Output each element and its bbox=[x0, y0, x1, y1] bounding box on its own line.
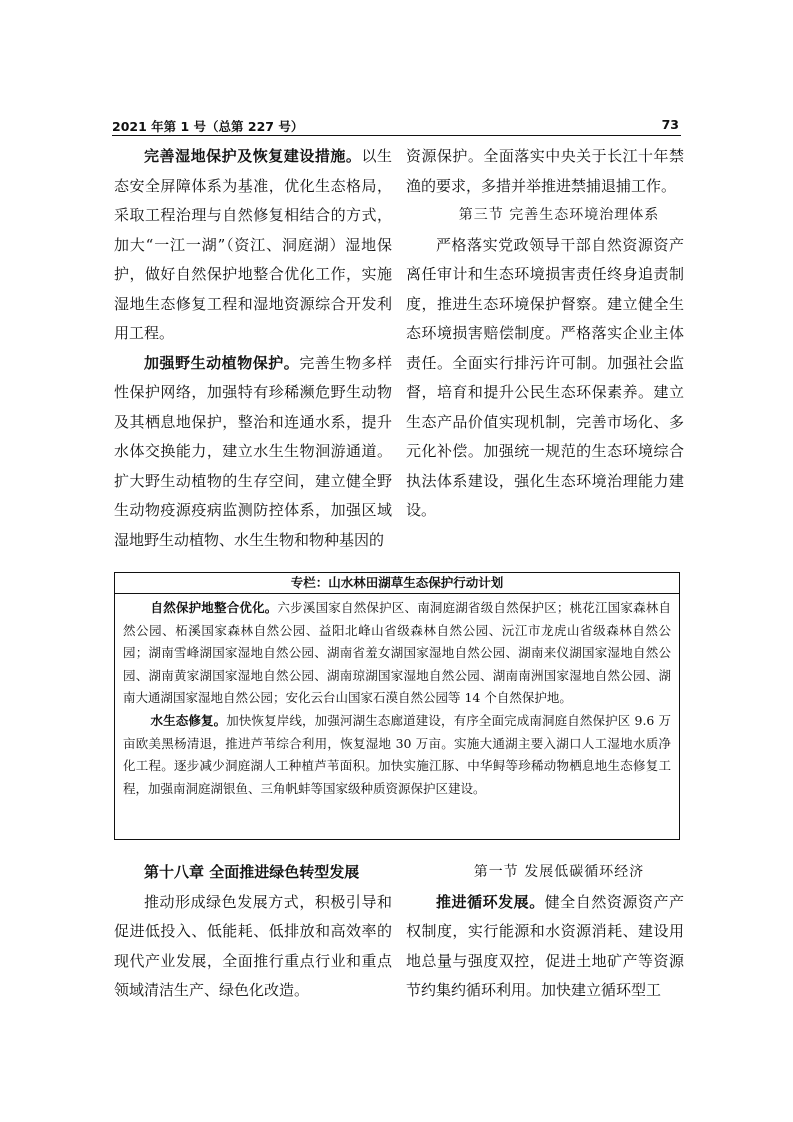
right-column-top bbox=[406, 142, 684, 526]
paragraph-text: 健全自然资源资产产权制度，实行能源和水资源消耗、建设用地总量与强度双控，促进土地矿产等资源节约集约循环利用。加快建立循环型工 bbox=[406, 892, 684, 999]
paragraph-title: 完善湿地保护及恢复建设措施。 bbox=[144, 147, 362, 165]
paragraph-text: 完善生物多样性保护网络，加强特有珍稀濒危野生动物及其栖息地保护，整治和连通水系，提升水体交换能力，建立水生生物洄游通道。扩大野生动植物的生存空间，建立健全野生动物疫源疫病监测防控体系，加强区域湿地野生动植物、水生生物和物种基因的 bbox=[114, 353, 392, 549]
page-number: 73 bbox=[661, 117, 679, 132]
right-column-bottom bbox=[406, 858, 684, 1006]
paragraph-wildlife bbox=[114, 349, 392, 556]
box-paragraph-text: 六步溪国家自然保护区、南洞庭湖省级自然保护区；桃花江国家森林自然公园、柘溪国家森林自然公园、益阳北峰山省级森林自然公园、沅江市龙虎山省级森林自然公园；湖南雪峰湖国家湿地自然公园、湖南省羞女湖国家湿地自然公园、湖南来仪湖国家湿地自然公园、湖南黄家湖国家湿地自然公园、湖南琼湖国家湿地自然公园、湖南南洲国家湿地自然公园、湖南大通湖国家湿地自然公园；安化云台山国家石漠自然公园等 14 个自然保护地。 bbox=[123, 600, 671, 706]
paragraph-governance: 严格落实党政领导干部自然资源资产离任审计和生态环境损害责任终身追责制度，推进生态环境保护督察。建立健全生态环境损害赔偿制度。严格落实企业主体责任。全面实行排污许可制。加强社会监督，培育和提升公民生态环保素养。建立生态产品价值实现机制，完善市场化、多元化补偿。加强统一规范的生态环境综合执法体系建设，强化生态环境治理能力建设。 bbox=[406, 235, 684, 519]
paragraph-title: 推进循环发展。 bbox=[436, 892, 545, 911]
section-heading: 第三节 完善生态环境治理体系 bbox=[458, 207, 660, 223]
box-title: 专栏：山水林田湖草生态保护行动计划 bbox=[115, 573, 679, 594]
page-header bbox=[112, 117, 681, 136]
journal-issue: 2021 年第 1 号（总第 227 号） bbox=[112, 119, 304, 134]
paragraph-title: 加强野生动植物保护。 bbox=[144, 353, 300, 372]
left-column-top bbox=[114, 142, 392, 555]
left-column-bottom bbox=[114, 858, 392, 1006]
box-paragraph-protected-areas bbox=[123, 597, 671, 710]
paragraph-continued: 资源保护。全面落实中央关于长江十年禁渔的要求，多措并举推进禁捕退捕工作。 bbox=[406, 147, 684, 195]
paragraph-green-development: 推动形成绿色发展方式，积极引导和促进低投入、低能耗、低排放和高效率的现代产业发展，全面推行重点行业和重点领域清洁生产、绿色化改造。 bbox=[114, 892, 392, 999]
paragraph-wetland bbox=[114, 142, 392, 349]
section-heading: 第一节 发展低碳循环经济 bbox=[473, 864, 645, 880]
feature-box bbox=[114, 572, 680, 840]
box-paragraph-text: 加快恢复岸线，加强河湖生态廊道建设，有序全面完成南洞庭自然保护区 9.6 万亩欧美黑杨清退，推进芦苇综合利用，恢复湿地 30 万亩。实施大通湖主要入湖口人工湿地水质净化工程。逐步减少洞庭湖人工种植芦苇面积。加快实施江豚、中华鲟等珍稀动物栖息地生态修复工程，加强南洞庭湖银鱼、三角帆蚌等国家级种质资源保护区建设。 bbox=[123, 712, 671, 796]
paragraph-circular bbox=[406, 888, 684, 1006]
chapter-heading: 第十八章 全面推进绿色转型发展 bbox=[144, 863, 360, 881]
box-paragraph-title: 水生态修复。 bbox=[150, 712, 227, 728]
box-paragraph-title: 自然保护地整合优化。 bbox=[150, 600, 278, 615]
box-body bbox=[115, 594, 679, 800]
box-paragraph-water-ecology bbox=[123, 710, 671, 800]
paragraph-text: 以生态安全屏障体系为基准，优化生态格局，采取工程治理与自然修复相结合的方式，加大“一江一湖”（资江、洞庭湖）湿地保护，做好自然保护地整合优化工作，实施湿地生态修复工程和湿地资源综合开发利用工程。 bbox=[114, 147, 392, 342]
